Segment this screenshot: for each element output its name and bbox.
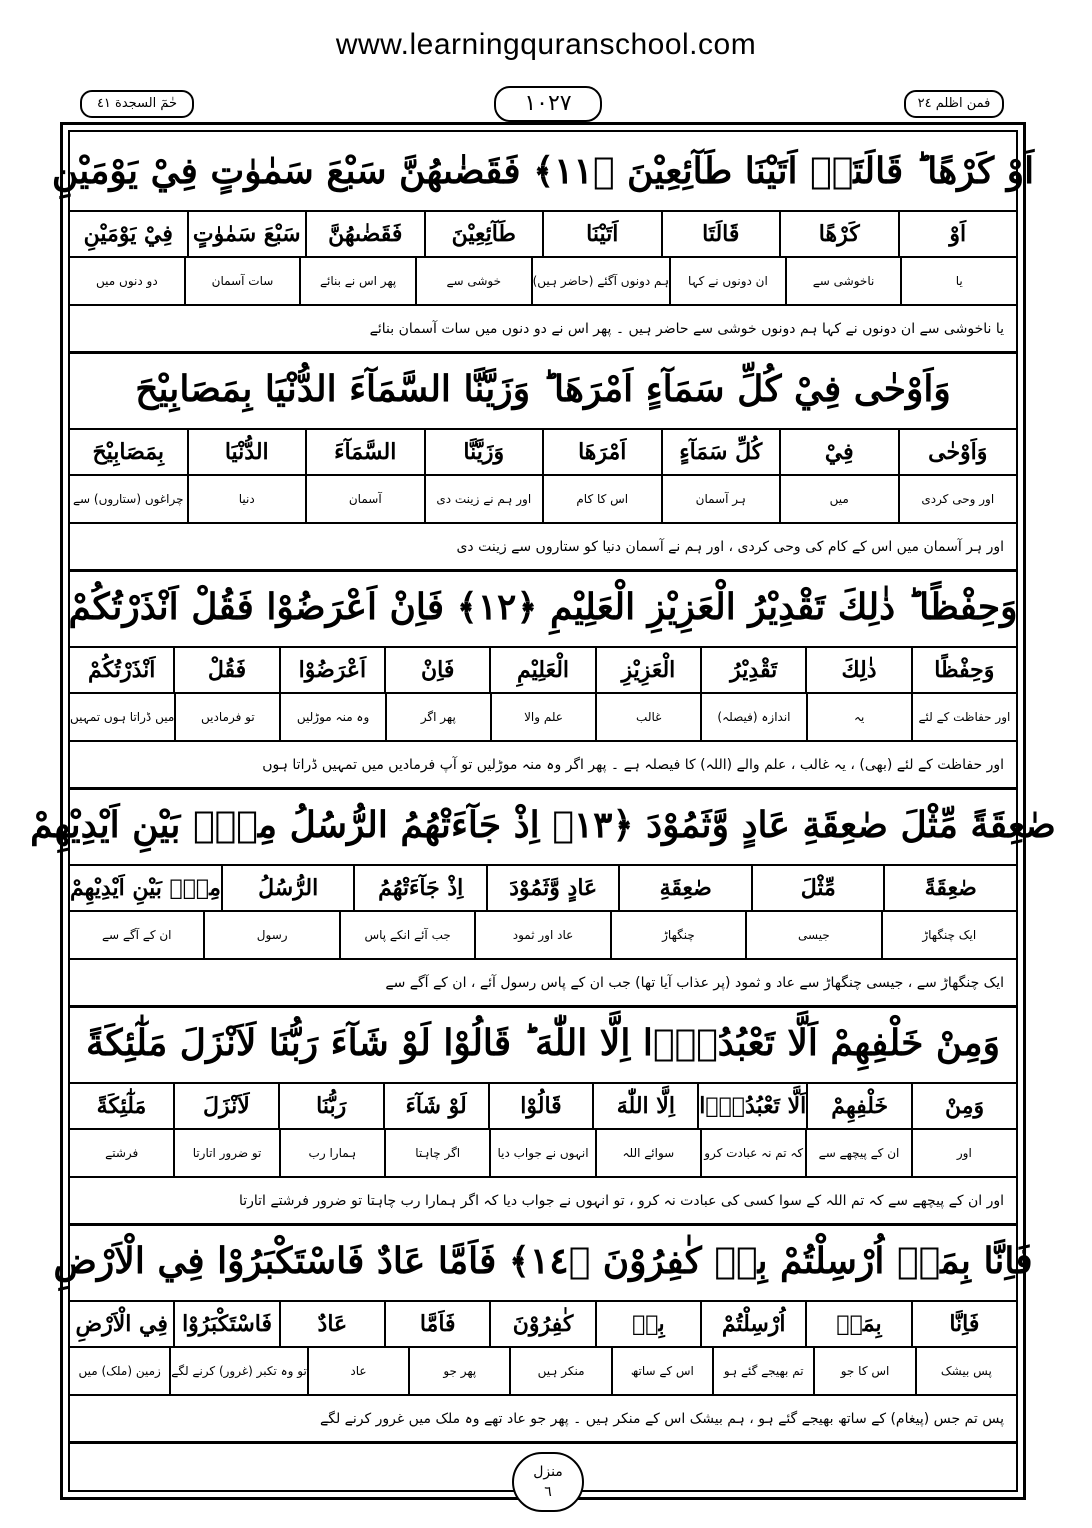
- meaning-cell: اس کا کام: [542, 476, 661, 522]
- word-cell: بِمَاۤ: [805, 1302, 910, 1346]
- urdu-translation: یا ناخوشی سے ان دونوں نے کہا ہم دونوں خوشی سے حاضر ہیں ۔ پھر اس نے دو دنوں میں سات آسمان بنائے: [70, 306, 1016, 354]
- word-row: [70, 1302, 1016, 1348]
- meaning-cell: انہوں نے جواب دیا: [489, 1130, 594, 1176]
- meaning-cell: اس کے ساتھ: [611, 1348, 712, 1394]
- meaning-cell: پس بیشک: [915, 1348, 1016, 1394]
- meaning-cell: دنیا: [187, 476, 306, 522]
- word-cell: وَزَيَّنَّا: [424, 430, 543, 474]
- meaning-cell: پھر جو: [408, 1348, 509, 1394]
- meaning-cell: اگر چاہتا: [384, 1130, 489, 1176]
- meaning-cell: چراغوں (ستاروں) سے: [73, 492, 184, 506]
- word-cell: اَنْذَرْتُكُمْ: [88, 657, 156, 683]
- word-cell: لَاَنْزَلَ: [173, 1084, 278, 1128]
- verse-block: [53, 1222, 1033, 1444]
- word-cell: عَادٌ: [279, 1302, 384, 1346]
- meaning-cell: یا: [900, 258, 1016, 304]
- meaning-cell: تم بھیجے گئے ہو: [712, 1348, 813, 1394]
- urdu-translation: ایک چنگھاڑ سے ، جیسی چنگھاڑ سے عاد و ثمود (پر عذاب آیا تھا) جب ان کے پاس رسول آئے ، ان کے آگے سے: [70, 960, 1016, 1008]
- word-cell: اُرْسِلْتُمْ: [700, 1302, 805, 1346]
- word-cell: اَوْ: [898, 212, 1017, 256]
- word-row: [70, 212, 1016, 258]
- word-cell: وَمِنْ: [911, 1084, 1016, 1128]
- meaning-cell: ان کے آگے سے: [102, 928, 172, 942]
- meaning-cell: خوشی سے: [415, 258, 531, 304]
- word-cell: فَاِنْ: [384, 648, 489, 692]
- meaning-cell: ہم دونوں آگئے (حاضر ہیں): [531, 258, 670, 304]
- manzil-label: منزل: [533, 1464, 563, 1480]
- meaning-cell: دو دنوں میں: [96, 274, 158, 288]
- meaning-cell: یہ: [806, 694, 911, 740]
- manzil-badge: [512, 1452, 584, 1512]
- word-row: [70, 430, 1016, 476]
- arabic-verse: اَوْ كَرْهًا ؕ قَالَتَاۤ اَتَيْنَا طَآئِعِيْنَ ﴿١١﴾ فَقَضٰىهُنَّ سَبْعَ سَمٰوٰتٍ فِيْ يَوْمَيْنِ: [70, 132, 1016, 212]
- word-cell: الرُّسُلُ: [221, 866, 354, 910]
- word-cell: الْعَلِيْمِ: [489, 648, 594, 692]
- meaning-cell: زمین (ملک) میں: [78, 1364, 161, 1378]
- word-cell: قَالَتَا: [661, 212, 780, 256]
- meaning-cell: عاد: [307, 1348, 408, 1394]
- meaning-cell: غالب: [595, 694, 700, 740]
- meaning-cell: اس کا جو: [813, 1348, 914, 1394]
- word-cell: ذٰلِكَ: [805, 648, 910, 692]
- word-cell: فَاسْتَكْبَرُوْا: [173, 1302, 278, 1346]
- word-cell: كٰفِرُوْنَ: [489, 1302, 594, 1346]
- meaning-cell: ہمارا رب: [279, 1130, 384, 1176]
- meaning-cell: سوائے اللہ: [595, 1130, 700, 1176]
- word-cell: فِيْ يَوْمَيْنِ: [83, 221, 173, 247]
- meaning-cell: وہ منہ موڑلیں: [279, 694, 384, 740]
- meaning-cell: ناخوشی سے: [785, 258, 901, 304]
- meaning-cell: آسمان: [305, 476, 424, 522]
- word-cell: مَلٰٓئِكَةً: [96, 1093, 147, 1119]
- word-cell: كُلِّ سَمَآءٍ: [661, 430, 780, 474]
- verse-block: [30, 786, 1056, 1008]
- meaning-cell: میں: [779, 476, 898, 522]
- urdu-translation: پس تم جس (پیغام) کے ساتھ بھیجے گئے ہو ، ہم بیشک اس کے منکر ہیں ۔ پھر جو عاد تھے وہ ملک میں غرور کرنے لگے: [70, 1396, 1016, 1444]
- meaning-cell: علم والا: [490, 694, 595, 740]
- meaning-cell: ہر آسمان: [661, 476, 780, 522]
- arabic-verse: وَمِنْ خَلْفِهِمْ اَلَّا تَعْبُدُوْۤا اِلَّا اللّٰهَ ؕ قَالُوْا لَوْ شَآءَ رَبُّنَا لَاَنْزَلَ مَلٰٓئِكَةً: [70, 1004, 1016, 1084]
- word-cell: بِمَصَابِيْحَ: [92, 439, 165, 465]
- juz-label: فمن اظلم ٢٤: [904, 90, 1004, 118]
- meaning-cell: سات آسمان: [184, 258, 300, 304]
- meaning-cell: پھر اگر: [385, 694, 490, 740]
- meaning-cell: کہ تم نہ عبادت کرو: [700, 1130, 805, 1176]
- meaning-cell: تو وہ تکبر (غرور) کرنے لگے: [169, 1348, 307, 1394]
- meaning-cell: ان کے پیچھے سے: [805, 1130, 910, 1176]
- word-cell: فِي الْاَرْضِ: [75, 1311, 168, 1337]
- urdu-translation: اور ہر آسمان میں اس کے کام کی وحی کردی ، اور ہم نے آسمان دنیا کو ستاروں سے زینت دی: [70, 524, 1016, 572]
- meaning-row: [70, 1348, 1016, 1396]
- word-cell: اِلَّا اللّٰهَ: [592, 1084, 697, 1128]
- word-cell: فَقَضٰىهُنَّ: [305, 212, 424, 256]
- word-cell: خَلْفِهِمْ: [806, 1084, 911, 1128]
- meaning-cell: اور: [911, 1130, 1016, 1176]
- page-number: ١٠٢٧: [494, 86, 602, 122]
- word-cell: بِهٖ: [595, 1302, 700, 1346]
- word-cell: تَقْدِيْرُ: [700, 648, 805, 692]
- meaning-row: [70, 912, 1016, 960]
- verse-block: [51, 132, 1035, 354]
- word-cell: اَلَّا تَعْبُدُوْۤا: [697, 1084, 806, 1128]
- meaning-row: [70, 1130, 1016, 1178]
- word-cell: مِّثْلَ: [751, 866, 884, 910]
- meaning-row: [70, 476, 1016, 524]
- word-cell: الْعَزِيْزِ: [595, 648, 700, 692]
- arabic-verse: وَاَوْحٰى فِيْ كُلِّ سَمَآءٍ اَمْرَهَا ؕ وَزَيَّنَّا السَّمَآءَ الدُّنْيَا بِمَصَابِيْحَ: [70, 350, 1016, 430]
- surah-label: حٰمٓ السجدة ٤١: [80, 90, 194, 118]
- meaning-cell: اور ہم نے زینت دی: [424, 476, 543, 522]
- word-cell: لَوْ شَآءَ: [383, 1084, 488, 1128]
- meaning-cell: فرشتے: [105, 1146, 139, 1160]
- meaning-cell: تو فرمادیں: [174, 694, 279, 740]
- verse-block: [70, 350, 1016, 572]
- meaning-cell: ان دونوں نے کہا: [669, 258, 785, 304]
- meaning-cell: جب آئے انکے پاس: [339, 912, 474, 958]
- word-row: [70, 648, 1016, 694]
- word-cell: اَتَيْنَا: [542, 212, 661, 256]
- word-cell: وَحِفْظًا: [911, 648, 1016, 692]
- word-cell: عَادٍ وَّثَمُوْدَ: [486, 866, 619, 910]
- meaning-cell: اندازہ (فیصلہ): [700, 694, 805, 740]
- meaning-cell: اور حفاظت کے لئے: [911, 694, 1016, 740]
- word-cell: اِذْ جَآءَتْهُمُ: [353, 866, 486, 910]
- meaning-row: [70, 694, 1016, 742]
- urdu-translation: اور ان کے پیچھے سے کہ تم اللہ کے سوا کسی کی عبادت نہ کرو ، تو انہوں نے جواب دیا کہ اگر ہمارا رب چاہتا تو ضرور فرشتے اتارتا: [70, 1178, 1016, 1226]
- meaning-cell: منکر ہیں: [509, 1348, 610, 1394]
- word-cell: فَاَمَّا: [384, 1302, 489, 1346]
- word-cell: كَرْهًا: [779, 212, 898, 256]
- meaning-cell: جیسی: [745, 912, 880, 958]
- word-cell: صٰعِقَةً: [883, 866, 1016, 910]
- word-cell: صٰعِقَةِ: [618, 866, 751, 910]
- word-cell: وَاَوْحٰى: [898, 430, 1017, 474]
- word-cell: اَمْرَهَا: [542, 430, 661, 474]
- meaning-cell: عاد اور ثمود: [474, 912, 609, 958]
- meaning-row: [70, 258, 1016, 306]
- meaning-cell: پھر اس نے بنائے: [299, 258, 415, 304]
- word-cell: فِيْ: [779, 430, 898, 474]
- word-cell: رَبُّنَا: [278, 1084, 383, 1128]
- word-row: [70, 866, 1016, 912]
- word-cell: اَعْرَضُوْا: [279, 648, 384, 692]
- website-url: www.learningquranschool.com: [335, 28, 757, 61]
- manzil-number: ٦: [544, 1484, 552, 1500]
- word-cell: السَّمَآءَ: [305, 430, 424, 474]
- verse-block: [70, 568, 1016, 790]
- meaning-cell: رسول: [203, 912, 338, 958]
- word-cell: سَبْعَ سَمٰوٰتٍ: [187, 212, 306, 256]
- word-cell: طَآئِعِيْنَ: [424, 212, 543, 256]
- word-cell: مِنْۢ بَيْنِ اَيْدِيْهِمْ: [70, 875, 221, 901]
- meaning-cell: میں ڈراتا ہوں تمہیں: [70, 710, 175, 724]
- meaning-cell: تو ضرور اتارتا: [173, 1130, 278, 1176]
- word-cell: فَاِنَّا: [911, 1302, 1016, 1346]
- verse-block: [70, 1004, 1016, 1226]
- meaning-cell: اور وحی کردی: [898, 476, 1017, 522]
- word-cell: قَالُوْا: [488, 1084, 593, 1128]
- word-cell: الدُّنْيَا: [187, 430, 306, 474]
- arabic-verse: صٰعِقَةً مِّثْلَ صٰعِقَةِ عَادٍ وَّثَمُوْدَ ﴿١٣﴾ اِذْ جَآءَتْهُمُ الرُّسُلُ مِنْۢ بَيْنِ اَيْدِيْهِمْ: [70, 786, 1016, 866]
- arabic-verse: وَحِفْظًا ؕ ذٰلِكَ تَقْدِيْرُ الْعَزِيْزِ الْعَلِيْمِ ﴿١٢﴾ فَاِنْ اَعْرَضُوْا فَقُلْ اَنْذَرْتُكُمْ: [70, 568, 1016, 648]
- urdu-translation: اور حفاظت کے لئے (بھی) ، یہ غالب ، علم والے (اللہ) کا فیصلہ ہے ۔ پھر اگر وہ منہ موڑلیں تو آپ فرمادیں میں تمہیں ڈراتا ہوں: [70, 742, 1016, 790]
- word-row: [70, 1084, 1016, 1130]
- meaning-cell: چنگھاڑ: [610, 912, 745, 958]
- meaning-cell: ایک چنگھاڑ: [881, 912, 1016, 958]
- word-cell: فَقُلْ: [173, 648, 278, 692]
- arabic-verse: فَاِنَّا بِمَاۤ اُرْسِلْتُمْ بِهٖ كٰفِرُوْنَ ﴿١٤﴾ فَاَمَّا عَادٌ فَاسْتَكْبَرُوْا فِي الْاَرْضِ: [70, 1222, 1016, 1302]
